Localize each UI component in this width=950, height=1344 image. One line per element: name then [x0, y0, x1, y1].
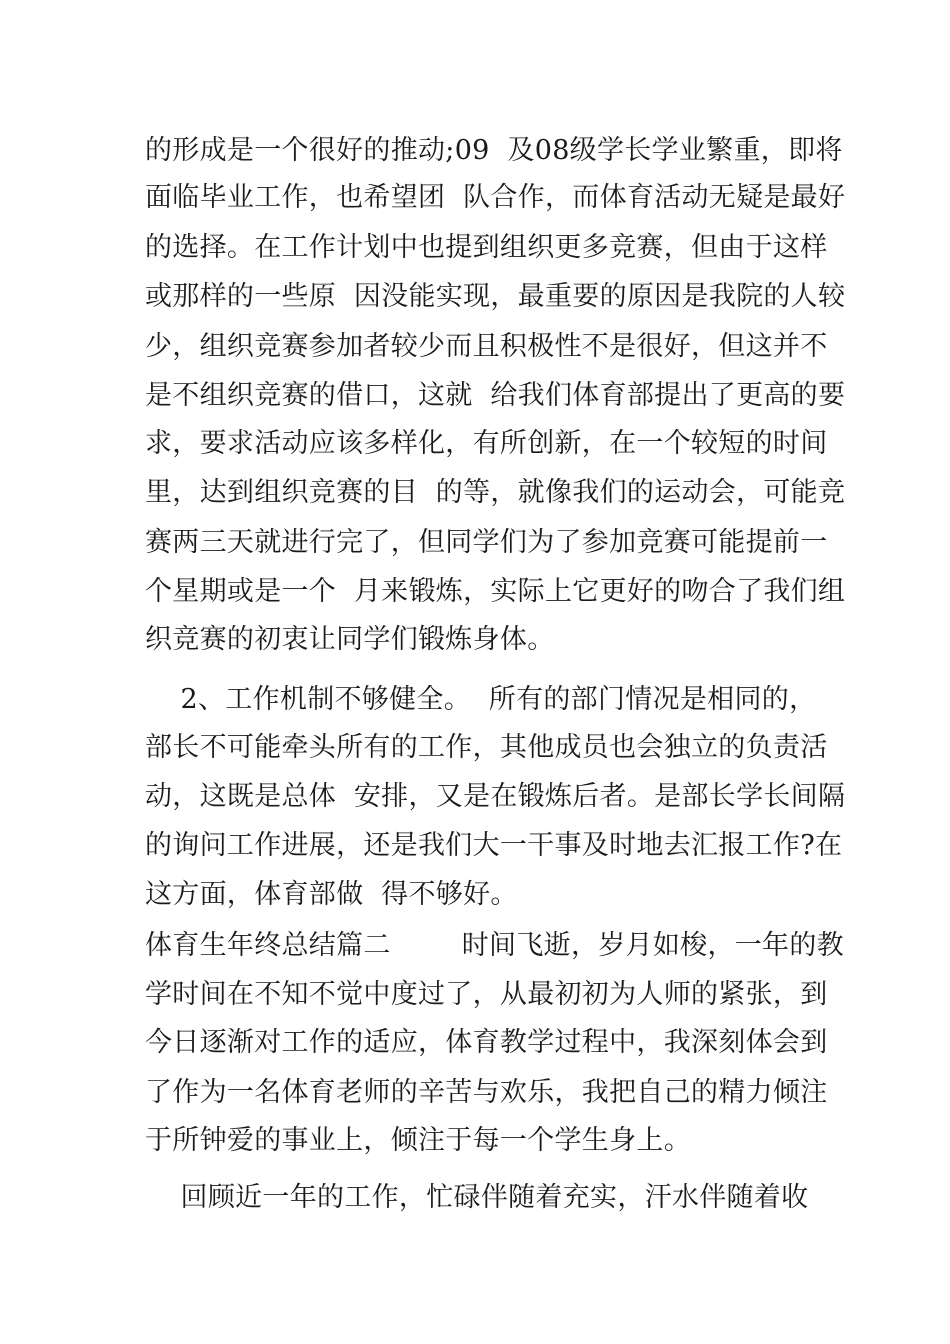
text-line: 面临毕业工作，也希望团 队合作，而体育活动无疑是最好	[145, 182, 846, 213]
section-heading-line: 体育生年终总结篇二 时间飞逝，岁月如梭，一年的教	[145, 930, 844, 961]
text-line: 的形成是一个很好的推动;09 及08级学长学业繁重，即将	[145, 135, 843, 166]
text-line: 求，要求活动应该多样化，有所创新，在一个较短的时间	[145, 428, 828, 459]
text-line: 于所钟爱的事业上，倾注于每一个学生身上。	[145, 1125, 691, 1156]
text-line: 是不组织竞赛的借口，这就 给我们体育部提出了更高的要	[145, 380, 846, 411]
text-line: 动，这既是总体 安排，又是在锻炼后者。是部长学长间隔	[145, 781, 846, 812]
text-line: 回顾近一年的工作，忙碌伴随着充实，汗水伴随着收	[145, 1182, 809, 1213]
text-line: 少，组织竞赛参加者较少而且积极性不是很好，但这并不	[145, 331, 828, 362]
text-line: 学时间在不知不觉中度过了，从最初初为人师的紧张，到	[145, 979, 828, 1010]
text-line: 或那样的一些原 因没能实现，最重要的原因是我院的人较	[145, 281, 846, 312]
text-line: 个星期或是一个 月来锻炼，实际上它更好的吻合了我们组	[145, 576, 846, 607]
text-line: 这方面，体育部做 得不够好。	[145, 879, 518, 910]
text-line: 赛两三天就进行完了，但同学们为了参加竞赛可能提前一	[145, 527, 828, 558]
text-line: 织竞赛的初衷让同学们锻炼身体。	[145, 624, 555, 655]
text-line: 2、工作机制不够健全。 所有的部门情况是相同的，	[145, 684, 817, 715]
text-line: 里，达到组织竞赛的目 的等，就像我们的运动会，可能竞	[145, 477, 846, 508]
text-line: 了作为一名体育老师的辛苦与欢乐，我把自己的精力倾注	[145, 1077, 828, 1108]
text-line: 的选择。在工作计划中也提到组织更多竞赛，但由于这样	[145, 232, 828, 263]
text-line: 今日逐渐对工作的适应，体育教学过程中，我深刻体会到	[145, 1027, 828, 1058]
text-line: 的询问工作进展，还是我们大一干事及时地去汇报工作?在	[145, 830, 843, 861]
text-line: 部长不可能牵头所有的工作，其他成员也会独立的负责活	[145, 732, 828, 763]
